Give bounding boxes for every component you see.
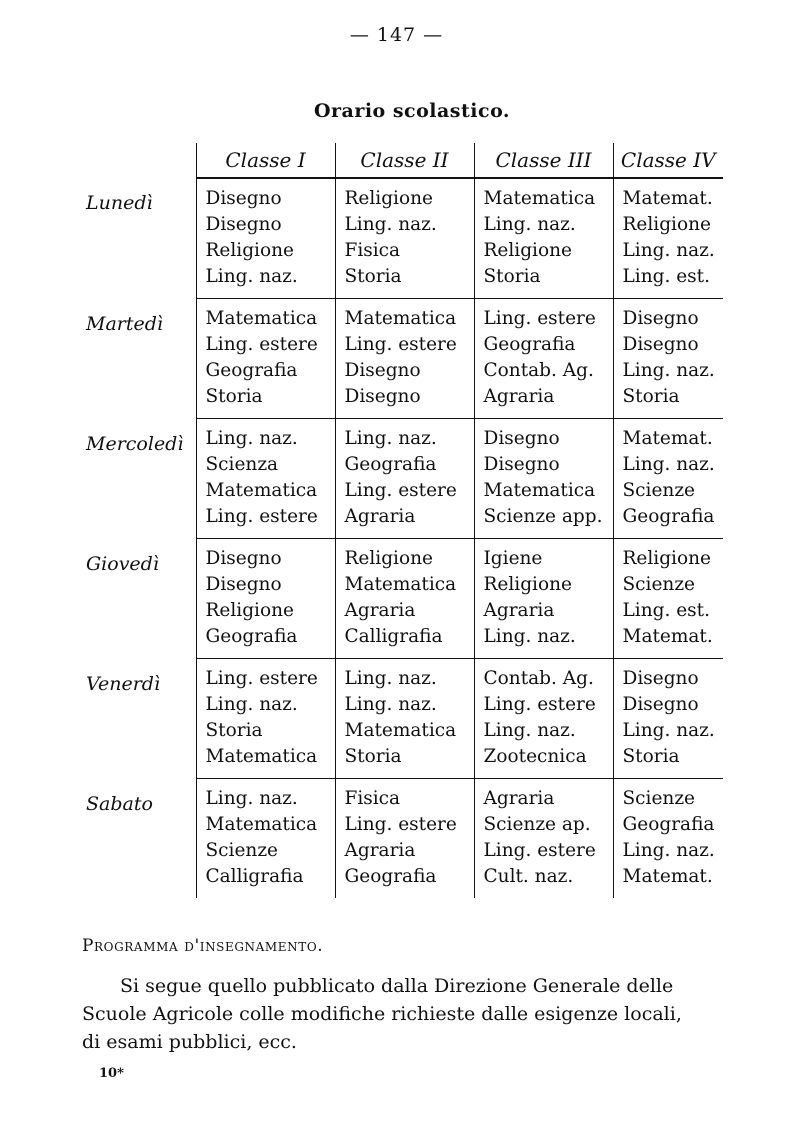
lesson: Agraria <box>344 600 416 621</box>
lesson: Ling. naz. <box>344 428 437 449</box>
day-label: Venerdì <box>86 672 161 695</box>
class-cell <box>335 779 474 899</box>
day-row <box>80 779 723 899</box>
lesson: Religione <box>483 240 572 261</box>
day-row <box>80 178 723 299</box>
lesson: Agraria <box>344 840 416 861</box>
day-label: Mercoledì <box>86 432 184 455</box>
lesson: Religione <box>622 548 711 569</box>
column-header: Classe I <box>196 143 335 178</box>
class-cell <box>335 178 474 299</box>
lesson: Scienze <box>622 574 696 595</box>
lesson: Agraria <box>344 506 416 527</box>
lesson: Zootecnica <box>483 746 587 767</box>
lesson: Religione <box>205 240 294 261</box>
lesson: Disegno <box>483 454 560 475</box>
corner-cell <box>80 143 196 178</box>
lesson: Religione <box>344 188 433 209</box>
day-row <box>80 299 723 419</box>
lesson: Ling. naz. <box>622 720 715 741</box>
class-cell <box>474 659 613 779</box>
lesson: Ling. naz. <box>205 428 298 449</box>
day-label: Lunedì <box>86 192 153 214</box>
lesson: Ling. naz. <box>483 720 576 741</box>
column-header: Classe IV <box>613 143 723 178</box>
lesson: Agraria <box>483 788 555 809</box>
lesson: Disegno <box>622 668 699 689</box>
body-line: di esami pubblici, ecc. <box>82 1031 297 1053</box>
body-line: Si segue quello pubblicato dalla Direzione Generale delle <box>120 975 674 997</box>
body-line: Scuole Agricole colle modifiche richieste dalle esigenze locali, <box>82 1003 682 1025</box>
class-cell <box>613 659 723 779</box>
class-cell <box>196 299 335 419</box>
class-cell <box>335 299 474 419</box>
lesson: Ling. naz. <box>483 626 576 647</box>
lesson: Cult. naz. <box>483 866 574 887</box>
lesson: Disegno <box>483 428 560 449</box>
lesson: Ling. est. <box>622 266 710 287</box>
lesson: Ling. naz. <box>622 454 715 475</box>
lesson: Ling. estere <box>483 308 596 329</box>
lesson: Calligrafia <box>205 866 304 887</box>
lesson: Matematica <box>205 814 318 835</box>
class-cell <box>474 539 613 659</box>
lesson: Ling. naz. <box>344 214 437 235</box>
lesson: Storia <box>622 746 680 767</box>
day-row <box>80 659 723 779</box>
class-cell <box>335 539 474 659</box>
lesson: Storia <box>205 386 263 407</box>
lesson: Geografia <box>344 454 437 475</box>
class-cell <box>474 178 613 299</box>
lesson: Storia <box>622 386 680 407</box>
lesson: Matematica <box>344 574 457 595</box>
lesson: Ling. naz. <box>205 266 298 287</box>
lesson: Scienze app. <box>483 506 603 527</box>
lesson: Matematica <box>205 308 318 329</box>
lesson: Matematica <box>205 480 318 501</box>
lesson: Storia <box>483 266 541 287</box>
lesson: Fisica <box>344 240 401 261</box>
lesson: Ling. naz. <box>622 360 715 381</box>
lesson: Disegno <box>622 694 699 715</box>
lesson: Matemat. <box>622 428 713 449</box>
lesson: Ling. estere <box>483 840 596 861</box>
lesson: Disegno <box>344 360 421 381</box>
lesson: Ling. estere <box>483 694 596 715</box>
lesson: Scienze <box>622 788 696 809</box>
lesson: Disegno <box>205 188 282 209</box>
lesson: Ling. naz. <box>205 788 298 809</box>
class-cell <box>196 779 335 899</box>
lesson: Ling. naz. <box>344 668 437 689</box>
lesson: Ling. estere <box>344 814 457 835</box>
lesson: Ling. naz. <box>344 694 437 715</box>
day-row <box>80 539 723 659</box>
timetable <box>80 143 723 898</box>
lesson: Disegno <box>205 548 282 569</box>
class-cell <box>196 178 335 299</box>
lesson: Matematica <box>344 308 457 329</box>
column-header: Classe II <box>335 143 474 178</box>
lesson: Contab. Ag. <box>483 360 594 381</box>
lesson: Ling. estere <box>205 334 318 355</box>
section-heading: Programma d'insegnamento. <box>82 936 324 956</box>
lesson: Geografia <box>344 866 437 887</box>
lesson: Fisica <box>344 788 401 809</box>
class-cell <box>196 419 335 539</box>
lesson: Igiene <box>483 548 543 569</box>
class-cell <box>335 659 474 779</box>
lesson: Matemat. <box>622 866 713 887</box>
body-paragraph <box>82 972 722 1056</box>
class-cell <box>613 779 723 899</box>
timetable-header-row <box>80 143 723 178</box>
class-cell <box>335 419 474 539</box>
lesson: Religione <box>622 214 711 235</box>
lesson: Matematica <box>344 720 457 741</box>
lesson: Geografia <box>205 626 298 647</box>
lesson: Religione <box>483 574 572 595</box>
lesson: Disegno <box>205 214 282 235</box>
lesson: Religione <box>205 600 294 621</box>
lesson: Contab. Ag. <box>483 668 594 689</box>
lesson: Geografia <box>205 360 298 381</box>
lesson: Ling. estere <box>205 506 318 527</box>
lesson: Ling. estere <box>344 480 457 501</box>
class-cell <box>613 419 723 539</box>
lesson: Geografia <box>622 506 715 527</box>
lesson: Matemat. <box>622 626 713 647</box>
lesson: Calligrafia <box>344 626 443 647</box>
class-cell <box>474 779 613 899</box>
lesson: Ling. naz. <box>205 694 298 715</box>
lesson: Scienze <box>205 840 279 861</box>
class-cell <box>196 539 335 659</box>
lesson: Storia <box>344 266 402 287</box>
lesson: Scienze ap. <box>483 814 591 835</box>
lesson: Agraria <box>483 386 555 407</box>
lesson: Disegno <box>622 308 699 329</box>
day-label: Giovedì <box>86 552 159 575</box>
lesson: Storia <box>344 746 402 767</box>
class-cell <box>613 299 723 419</box>
class-cell <box>474 299 613 419</box>
lesson: Religione <box>344 548 433 569</box>
page-title: Orario scolastico. <box>313 100 511 122</box>
signature-mark: 10* <box>99 1066 124 1081</box>
lesson: Geografia <box>622 814 715 835</box>
class-cell <box>613 178 723 299</box>
lesson: Disegno <box>344 386 421 407</box>
lesson: Ling. estere <box>205 668 318 689</box>
day-label: Martedì <box>86 312 163 335</box>
lesson: Matematica <box>483 480 596 501</box>
column-header: Classe III <box>474 143 613 178</box>
lesson: Matemat. <box>622 188 713 209</box>
lesson: Matematica <box>205 746 318 767</box>
day-label: Sabato <box>86 792 153 815</box>
lesson: Geografia <box>483 334 576 355</box>
class-cell <box>474 419 613 539</box>
lesson: Disegno <box>205 574 282 595</box>
lesson: Ling. naz. <box>622 240 715 261</box>
lesson: Matematica <box>483 188 596 209</box>
page-number: — 147 — <box>349 24 444 46</box>
lesson: Ling. est. <box>622 600 710 621</box>
lesson: Scienze <box>622 480 696 501</box>
lesson: Agraria <box>483 600 555 621</box>
lesson: Ling. estere <box>344 334 457 355</box>
class-cell <box>196 659 335 779</box>
lesson: Storia <box>205 720 263 741</box>
lesson: Disegno <box>622 334 699 355</box>
day-row <box>80 419 723 539</box>
lesson: Scienza <box>205 454 279 475</box>
lesson: Ling. naz. <box>483 214 576 235</box>
lesson: Ling. naz. <box>622 840 715 861</box>
class-cell <box>613 539 723 659</box>
